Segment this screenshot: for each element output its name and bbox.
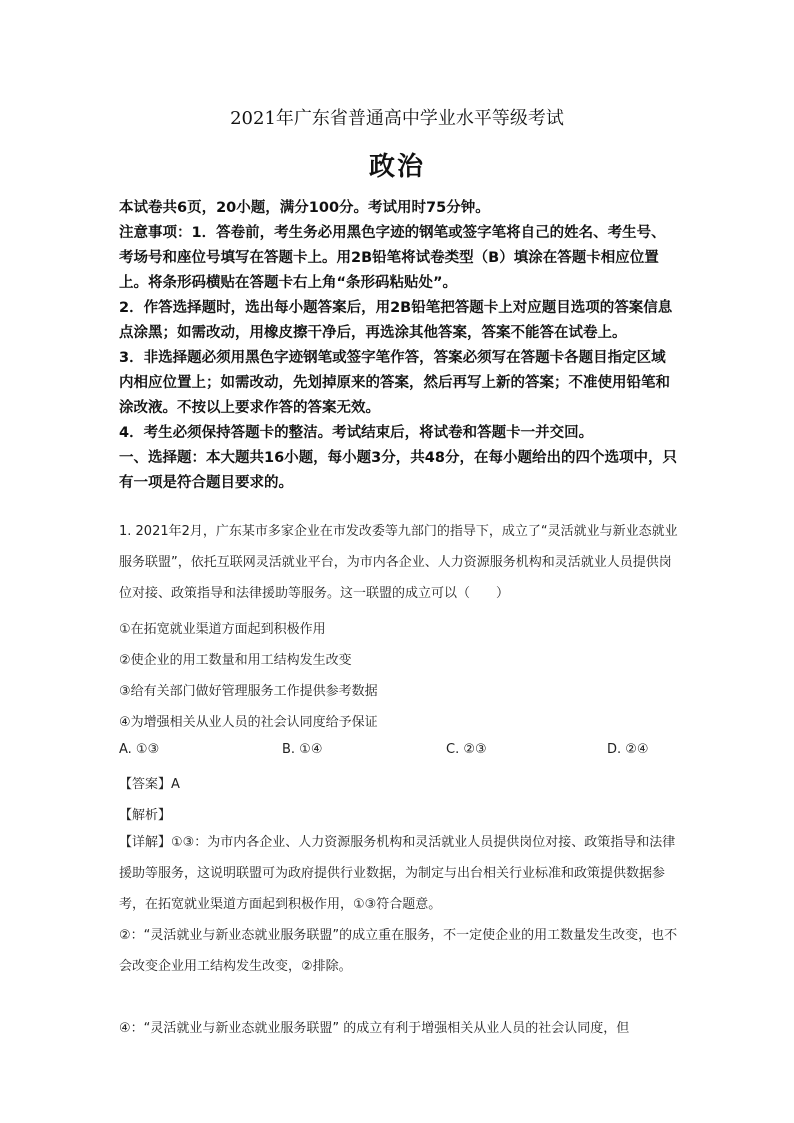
detail-3: ④：“灵活就业与新业态就业服务联盟” 的成立有利于增强相关从业人员的社会认同度，但 — [119, 1021, 630, 1036]
detail-2: ②：“灵活就业与新业态就业服务联盟”的成立重在服务，不一定使企业的用工数量发生改变，也不会改变企业用工结构发生改变，②排除。 — [119, 928, 678, 974]
exam-title: 2021年广东省普通高中学业水平等级考试 — [230, 108, 564, 129]
statement-4: ④为增强相关从业人员的社会认同度给予保证 — [119, 715, 378, 730]
instructions-block — [119, 196, 679, 496]
analysis-label: 【解析】 — [119, 808, 172, 823]
statement-1: ①在拓宽就业渠道方面起到积极作用 — [119, 622, 326, 637]
section-1-heading: 一、选择题：本大题共16小题，每小题3分，共48分，在每小题给出的四个选项中，只有一项是符合题目要求的。 — [119, 450, 677, 491]
choice-a: A. ①③ — [119, 742, 160, 757]
note-4: 4．考生必须保持答题卡的整洁。考试结束后，将试卷和答题卡一并交回。 — [119, 425, 594, 441]
choice-c: C. ②③ — [446, 742, 487, 757]
subject-title: 政治 — [368, 152, 425, 182]
question-1-stem: 1. 2021年2月，广东某市多家企业在市发改委等九部门的指导下，成立了“灵活就业与新业态就业服务联盟”，依托互联网灵活就业平台，为市内各企业、人力资源服务机构和灵活就业人员提供岗位对接、政策指导和法律援助等服务。这一联盟的成立可以（ ） — [119, 524, 678, 601]
choice-b: B. ①④ — [282, 742, 323, 757]
exam-intro: 本试卷共6页，20小题，满分100分。考试用时75分钟。 — [119, 200, 490, 216]
answer-label: 【答案】A — [119, 777, 180, 792]
note-3: 3．非选择题必须用黑色字迹钢笔或签字笔作答，答案必须写在答题卡各题目指定区域内相应位置上；如需改动，先划掉原来的答案，然后再写上新的答案；不准使用铅笔和涂改液。不按以上要求作答的答案无效。 — [119, 350, 670, 416]
detail-1: 【详解】①③：为市内各企业、人力资源服务机构和灵活就业人员提供岗位对接、政策指导和法律援助等服务，这说明联盟可为政府提供行业数据，为制定与出台相关行业标准和政策提供数据参考，在拓宽就业渠道方面起到积极作用，①③符合题意。 — [119, 835, 676, 912]
statement-3: ③给有关部门做好管理服务工作提供参考数据 — [119, 684, 378, 699]
statement-2: ②使企业的用工数量和用工结构发生改变 — [119, 653, 352, 668]
note-1: 注意事项：1．答卷前，考生务必用黑色字迹的钢笔或签字笔将自己的姓名、考生号、考场号和座位号填写在答题卡上。用2B铅笔将试卷类型（B）填涂在答题卡相应位置上。将条形码横贴在答题卡右上角“条形码粘贴处”。 — [119, 225, 666, 291]
note-2: 2．作答选择题时，选出每小题答案后，用2B铅笔把答题卡上对应题目选项的答案信息点涂黑；如需改动，用橡皮擦干净后，再选涂其他答案，答案不能答在试卷上。 — [119, 300, 673, 341]
choice-d: D. ②④ — [607, 742, 649, 757]
